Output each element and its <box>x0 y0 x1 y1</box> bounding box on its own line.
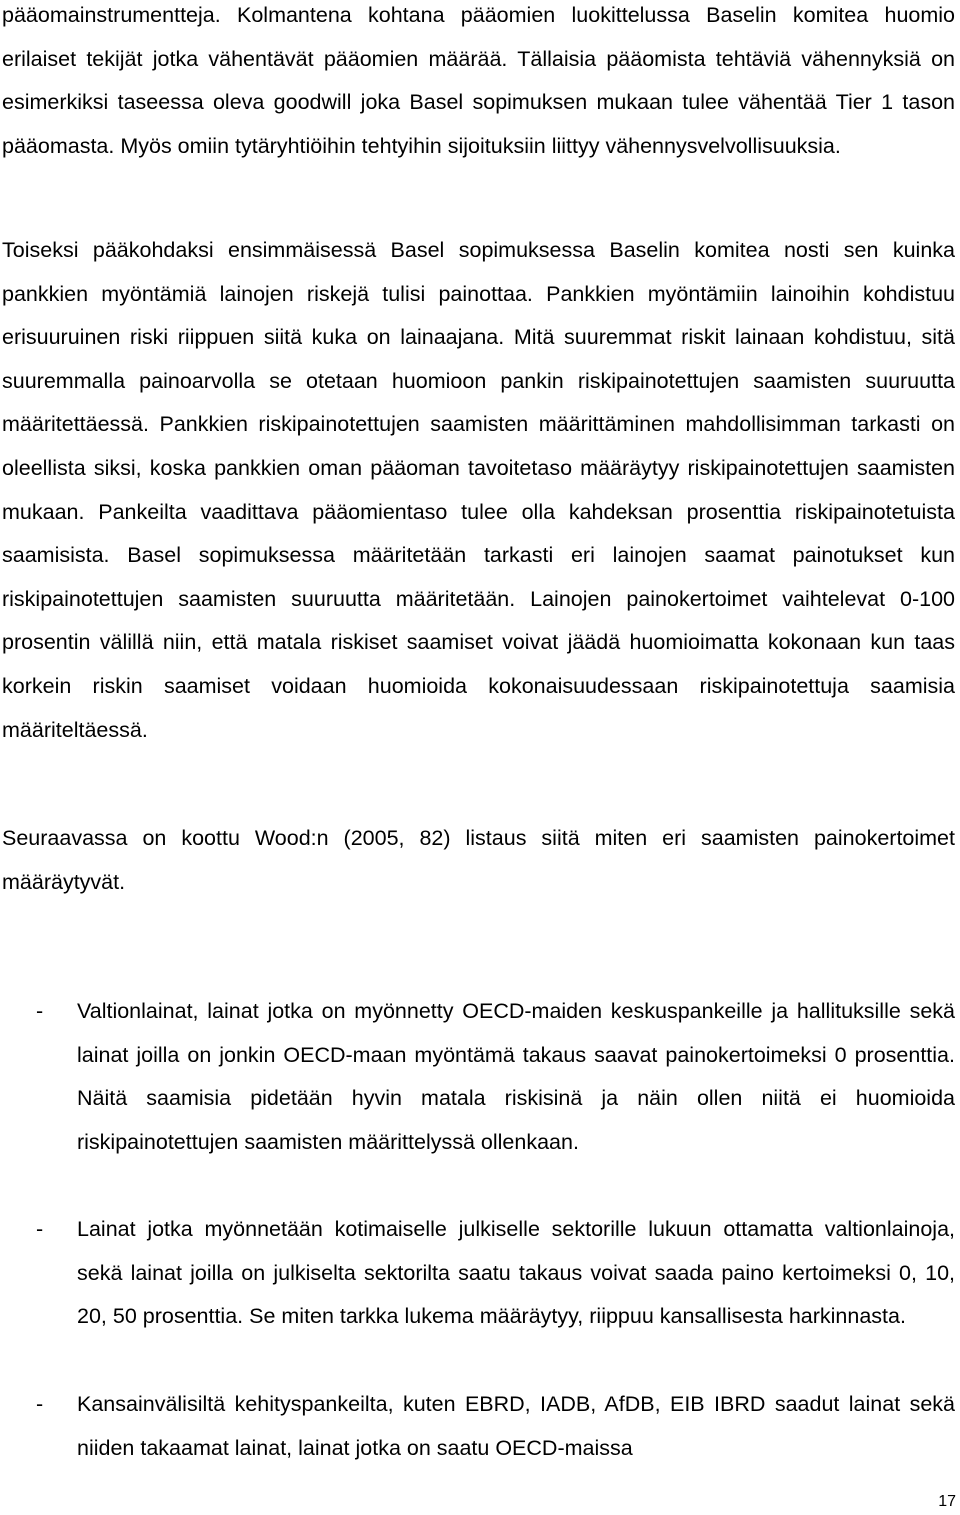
list-item-text: Lainat jotka myönnetään kotimaiselle julkiselle sektorille lukuun ottamatta valtionlainoja, sekä lainat joilla on julkiselta sektorilta saatu takaus voivat saada paino kertoimeksi 0, 10, 20, 50 prosenttia. Se miten tarkka lukema määräytyy, riippuu kansallisesta harkinnasta. <box>77 1217 955 1329</box>
list-marker: - <box>36 1217 44 1241</box>
list-marker: - <box>36 1392 44 1416</box>
body-paragraph: pääomainstrumentteja. Kolmantena kohtana pääomien luokittelussa Baselin komitea huomio erilaiset tekijät jotka vähentävät pääomien määrää. Tällaisia pääomista tehtäviä vähennyksiä on esimerkiksi taseessa oleva goodwill joka Basel sopimuksen mukaan tulee vähentää Tier 1 tason pääomasta. Myös omiin tytäryhtiöihin tehtyihin sijoituksiin liittyy vähennysvelvollisuuksia. <box>2 3 955 158</box>
page-number: 17 <box>938 1493 956 1510</box>
list-item-text: Valtionlainat, lainat jotka on myönnetty OECD-maiden keskuspankeille ja hallituksille sekä lainat joilla on jonkin OECD-maan myöntämä takaus saavat painokertoimeksi 0 prosenttia. Näitä saamisia pidetään hyvin matala riskisinä ja näin ollen niitä ei huomioida riskipainotettujen saamisten määrittelyssä ollenkaan. <box>77 999 955 1154</box>
body-paragraph: Seuraavassa on koottu Wood:n (2005, 82) listaus siitä miten eri saamisten painokertoimet määräytyvät. <box>2 826 955 894</box>
list-marker: - <box>36 999 44 1023</box>
body-paragraph: Toiseksi pääkohdaksi ensimmäisessä Basel sopimuksessa Baselin komitea nosti sen kuinka pankkien myöntämiä lainojen riskejä tulisi painottaa. Pankkien myöntämiin lainoihin kohdistuu erisuuruinen riski riippuen siitä kuka on lainaajana. Mitä suuremmat riskit lainaan kohdistuu, sitä suuremmalla painoarvolla se otetaan huomioon pankin riskipainotettujen saamisten suuruutta määritettäessä. Pankkien riskipainotettujen saamisten määrittäminen mahdollisimman tarkasti on oleellista siksi, koska pankkien oman pääoman tavoitetaso määräytyy riskipainotettujen saamisten mukaan. Pankeilta vaadittava pääomientaso tulee olla kahdeksan prosenttia riskipainotetuista saamisista. Basel sopimuksessa määritetään tarkasti eri lainojen saamat painotukset kun riskipainotettujen saamisten suuruutta määritetään. Lainojen painokertoimet vaihtelevat 0-100 prosentin välillä niin, että matala riskiset saamiset voivat jäädä huomioimatta kokonaan kun taas korkein riskin saamiset voidaan huomioida kokonaisuudessaan riskipainotettuja saamisia määriteltäessä. <box>2 238 955 742</box>
list-item-text: Kansainvälisiltä kehityspankeilta, kuten EBRD, IADB, AfDB, EIB IBRD saadut lainat sekä niiden takaamat lainat, lainat jotka on saatu OECD-maissa <box>77 1392 955 1460</box>
